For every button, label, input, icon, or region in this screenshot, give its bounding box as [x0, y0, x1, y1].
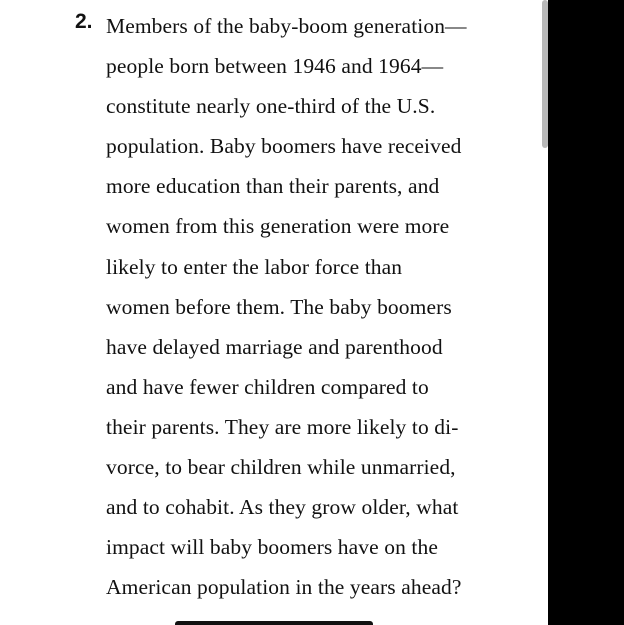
scrollbar-thumb[interactable] — [542, 0, 548, 148]
question-text — [106, 6, 546, 607]
question-text-line: more education than their parents, and — [106, 174, 440, 199]
question-number: 2. — [75, 10, 93, 33]
question-text-line: and have fewer children compared to — [106, 374, 429, 399]
question-text-line: their parents. They are more likely to di- — [106, 414, 459, 439]
question-text-line: likely to enter the labor force than — [106, 254, 403, 279]
question-text-line: impact will baby boomers have on the — [106, 535, 438, 560]
scrollbar-track[interactable] — [548, 0, 624, 625]
question-text-line: and to cohabit. As they grow older, what — [106, 495, 459, 520]
question-text-line: women from this generation were more — [106, 214, 450, 239]
question-text-line: Members of the baby-boom generation— — [106, 14, 467, 38]
question-text-line: population. Baby boomers have received — [106, 134, 462, 159]
question-text-line: American population in the years ahead? — [106, 575, 462, 600]
home-indicator-bar — [175, 621, 373, 625]
question-text-line: vorce, to bear children while unmarried, — [106, 455, 456, 480]
question-text-line: have delayed marriage and parenthood — [106, 334, 443, 359]
question-text-line: women before them. The baby boomers — [106, 294, 452, 319]
question-text-line: constitute nearly one-third of the U.S. — [106, 94, 436, 119]
question-text-line: people born between 1946 and 1964— — [106, 54, 444, 79]
